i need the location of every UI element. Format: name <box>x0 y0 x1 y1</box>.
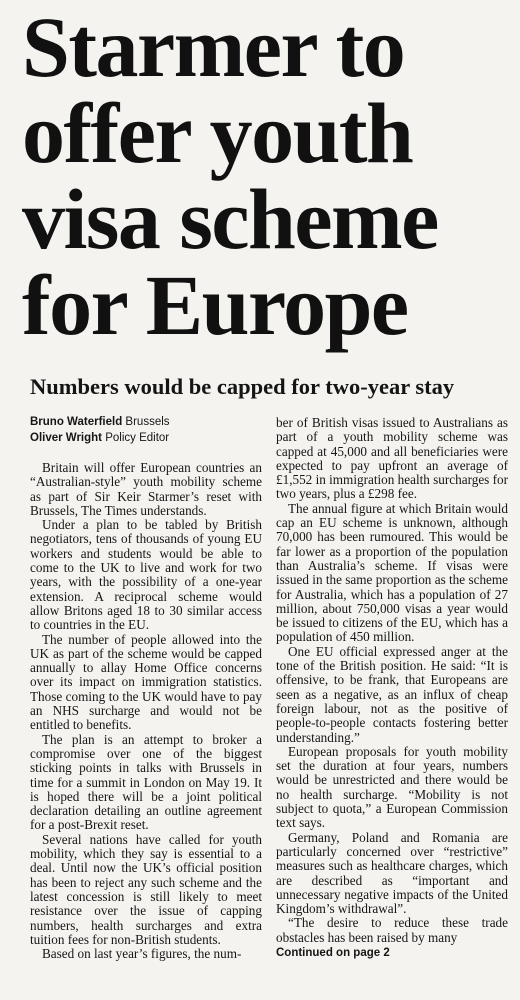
author-name: Bruno Waterfield <box>30 416 123 428</box>
author-name: Oliver Wright <box>30 432 102 444</box>
headline-line: offer youth <box>22 85 413 181</box>
headline <box>22 0 512 353</box>
headline-line: for Europe <box>22 257 408 353</box>
body-paragraph: ber of British visas issued to Australians as part of a youth mobility scheme was capped at 45,000 and all beneficiaries were expected to pay upfront an average of £1,552 in immigration health surcharges for two years, plus a £298 fee. <box>276 415 508 502</box>
byline-entry <box>30 430 262 446</box>
article-column-right <box>276 416 508 960</box>
body-paragraph: One EU official expressed anger at the tone of the British position. He said: “It is offensive, to be frank, that Europeans are seen as a negative, as an influx of cheap foreign labour, not as the positive of people-to-people contacts fostering better understanding.” <box>276 643 508 745</box>
standfirst: Numbers would be capped for two-year stay <box>30 374 455 399</box>
body-paragraph: Germany, Poland and Romania are particularly concerned over “restrictive” measures such as healthcare charges, which are described as “important and unnecessary negative impacts of the United Kingdom’s withdrawal”. <box>276 829 508 917</box>
body-paragraph: The annual figure at which Britain would cap an EU scheme is unknown, although 70,000 has been rumoured. This would be far lower as a proportion of the population than Australia’s scheme. If visas were issued in the same proportion as the scheme for Australia, which has a population of 27 million, about 750,000 visas a year would be issued to citizens of the EU, which has a population of 450 million. <box>276 500 508 645</box>
body-paragraph: The number of people allowed into the UK as part of the scheme would be capped annually to allay Home Office concerns over its impact on immigration statistics. Those coming to the UK would have to pay an NHS surcharge and would not be entitled to benefits. <box>30 631 262 733</box>
author-role: Brussels <box>125 416 170 428</box>
body-paragraph: The plan is an attempt to broker a compromise over one of the biggest sticking points in talks with Brussels in time for a summit in London on May 19. It is hoped there will be a joint political declaration detailing an outline agreement for a post-Brexit reset. <box>30 731 262 833</box>
author-role: Policy Editor <box>105 432 170 444</box>
body-paragraph: “The desire to reduce these trade obstacles has been raised by many <box>276 915 508 945</box>
headline-line: visa scheme <box>22 171 438 267</box>
body-paragraph: Under a plan to be tabled by British negotiators, tens of thousands of young EU workers and students would be able to come to the UK to live and work for two years, with the possibility of a one-year extension. A reciprocal scheme would allow Britons aged 18 to 30 similar access to countries in the EU. <box>30 517 262 633</box>
body-paragraph: Britain will offer European countries an “Australian-style” youth mobility scheme as part of Sir Keir Starmer’s reset with Brussels, The Times understands. <box>30 460 262 518</box>
body-paragraph: European proposals for youth mobility set the duration at four years, numbers would be unrestricted and there would be no health surcharge. “Mobility is not subject to quota,” a European Commission text says. <box>276 743 508 831</box>
byline-entry <box>30 414 262 430</box>
continued-link[interactable]: Continued on page 2 <box>276 946 390 959</box>
byline <box>30 414 262 446</box>
article-column-left <box>30 414 262 961</box>
body-paragraph: Based on last year’s figures, the num- <box>42 946 242 962</box>
headline-line: Starmer to <box>22 0 405 95</box>
body-paragraph: Several nations have called for youth mobility, which they say is essential to a deal. Until now the UK’s official position has been to reject any such scheme and the latest concession is still likely to meet resistance over the issue of capping numbers, health surcharges and extra tuition fees for non-British students. <box>30 831 262 947</box>
